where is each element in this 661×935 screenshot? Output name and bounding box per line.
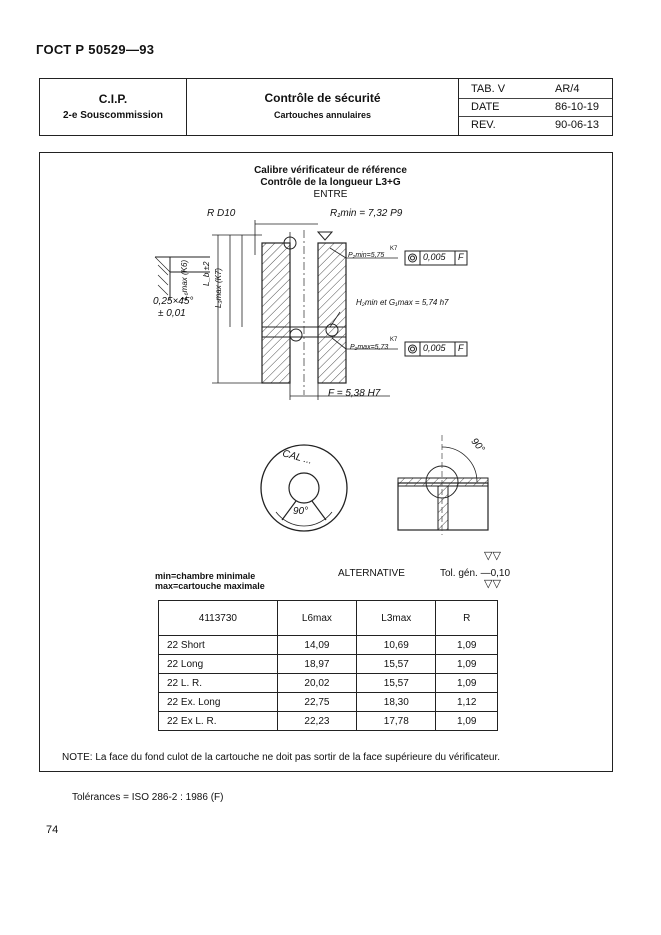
label-k7b: K7 bbox=[390, 337, 398, 343]
label-tol1: 0,005 bbox=[423, 252, 446, 262]
label-r1: R₁min = 7,32 P9 bbox=[330, 208, 403, 219]
table-row bbox=[159, 636, 498, 655]
meta-value-date: 86-10-19 bbox=[555, 101, 600, 113]
drawing-heading-1: Calibre vérificateur de référence bbox=[254, 165, 407, 176]
table-cell: 15,57 bbox=[357, 674, 436, 693]
table-header: R bbox=[436, 601, 498, 636]
gauge-right-wall bbox=[318, 243, 346, 383]
finish-symbol-bottom: ▽▽ bbox=[484, 578, 501, 590]
label-lb: L_b ±2 bbox=[202, 261, 211, 286]
table-cell: 14,09 bbox=[277, 636, 356, 655]
legend-tol-gen: Tol. gén. —0,10 bbox=[440, 568, 511, 579]
standard-number: ГОСТ Р 50529—93 bbox=[36, 42, 155, 57]
tolerances-text: Tolérances = ISO 286-2 : 1986 (F) bbox=[72, 792, 224, 803]
table-cell: 1,09 bbox=[436, 655, 498, 674]
meta-value-tab: AR/4 bbox=[555, 83, 580, 95]
table-cell: 15,57 bbox=[357, 655, 436, 674]
table-cell: 18,97 bbox=[277, 655, 356, 674]
table-cell: 1,09 bbox=[436, 674, 498, 693]
legend-max: max=cartouche maximale bbox=[155, 581, 265, 591]
label-datum2: F bbox=[458, 343, 464, 353]
table-header-row bbox=[159, 601, 498, 636]
table-row bbox=[159, 693, 498, 712]
table-header: 4113730 bbox=[159, 601, 278, 636]
label-p2max: P₂max=5,73 bbox=[350, 344, 389, 351]
table-cell: 1,09 bbox=[436, 712, 498, 731]
page-number: 74 bbox=[46, 824, 59, 836]
label-datum1: F bbox=[458, 252, 464, 262]
table-cell: 22 L. R. bbox=[159, 674, 278, 693]
doc-subtitle: Cartouches annulaires bbox=[273, 110, 372, 120]
legend-alternative: ALTERNATIVE bbox=[338, 568, 405, 579]
meta-label-tab: TAB. V bbox=[471, 83, 506, 95]
table-header: L6max bbox=[277, 601, 356, 636]
table-row bbox=[159, 674, 498, 693]
label-chamfer: 0,25×45° bbox=[153, 296, 194, 307]
meta-value-rev: 90-06-13 bbox=[555, 119, 600, 131]
org-name: C.I.P. bbox=[98, 92, 128, 106]
meta-label-rev: REV. bbox=[471, 119, 496, 131]
table-cell: 18,30 bbox=[357, 693, 436, 712]
meta-label-date: DATE bbox=[471, 101, 500, 113]
label-l6: L₆max (K6) bbox=[180, 259, 189, 300]
label-tol2: 0,005 bbox=[423, 343, 446, 353]
table-row bbox=[159, 712, 498, 731]
drawing-heading-2: Contrôle de la longueur L3+G bbox=[260, 177, 401, 188]
legend-min: min=chambre minimale bbox=[155, 571, 256, 581]
label-l3: L₃max (K7) bbox=[214, 267, 223, 308]
dimensions-table bbox=[158, 600, 498, 731]
label-h2: H₂min et G₁max = 5,74 h7 bbox=[356, 298, 449, 307]
table-cell: 22 Short bbox=[159, 636, 278, 655]
table-cell: 10,69 bbox=[357, 636, 436, 655]
note-text: NOTE: La face du fond culot de la cartouche ne doit pas sortir de la face supérieure du vérificateur. bbox=[62, 752, 501, 763]
subcommission: 2-e Souscommission bbox=[62, 110, 164, 121]
label-f: F = 5,38 H7 bbox=[328, 388, 381, 399]
finish-symbol-top: ▽▽ bbox=[484, 550, 501, 562]
label-p2min: P₂min=5,75 bbox=[348, 252, 385, 259]
table-cell: 20,02 bbox=[277, 674, 356, 693]
doc-title: Contrôle de sécurité bbox=[264, 91, 381, 105]
label-cal: CAL ... bbox=[281, 448, 314, 467]
label-rd: R D10 bbox=[207, 208, 236, 219]
drawing-heading-3: ENTRE bbox=[313, 189, 348, 200]
table-cell: 22,23 bbox=[277, 712, 356, 731]
table-cell: 22,75 bbox=[277, 693, 356, 712]
gauge-left-wall bbox=[262, 243, 290, 383]
table-cell: 22 Ex. Long bbox=[159, 693, 278, 712]
label-chamfer-tol: ± 0,01 bbox=[158, 308, 186, 319]
table-cell: 22 Ex L. R. bbox=[159, 712, 278, 731]
table-cell: 22 Long bbox=[159, 655, 278, 674]
table-row bbox=[159, 655, 498, 674]
table-header: L3max bbox=[357, 601, 436, 636]
label-angle-1: 90° bbox=[293, 506, 309, 517]
table-cell: 1,09 bbox=[436, 636, 498, 655]
label-k7a: K7 bbox=[390, 246, 398, 252]
label-angle-2: 90° bbox=[468, 436, 487, 455]
table-cell: 17,78 bbox=[357, 712, 436, 731]
table-cell: 1,12 bbox=[436, 693, 498, 712]
